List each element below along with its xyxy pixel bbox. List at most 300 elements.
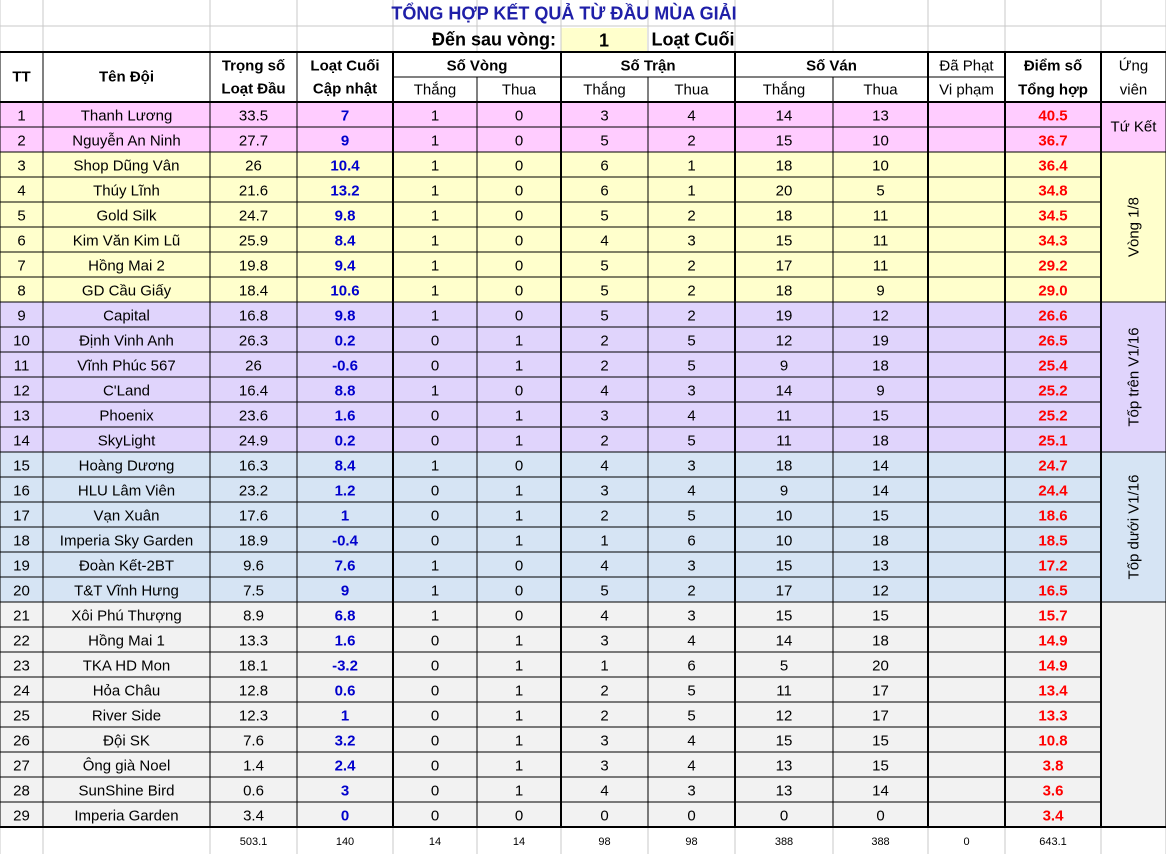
rounds-lost: 0: [514, 557, 524, 574]
team-name: Định Vinh Anh: [79, 332, 174, 349]
matches-won: 5: [600, 282, 609, 299]
header-penalty-1: Đã Phạt: [939, 57, 994, 75]
rounds-lost: 0: [514, 157, 524, 174]
weight-value: 24.7: [238, 207, 269, 224]
row-index: 24: [13, 682, 30, 699]
weight-value: 9.6: [243, 557, 264, 574]
team-name: Nguyễn An Ninh: [72, 132, 181, 149]
matches-won: 4: [600, 557, 609, 574]
matches-won: 3: [600, 732, 609, 749]
row-index: 12: [13, 382, 30, 399]
rounds-lost: 0: [514, 207, 524, 224]
team-name: Hồng Mai 1: [88, 632, 165, 649]
matches-won: 4: [600, 382, 609, 399]
total-f: 140: [335, 836, 355, 848]
rounds-lost: 1: [514, 732, 524, 749]
total-score: 14.9: [1038, 657, 1068, 674]
total-score: 36.7: [1038, 132, 1068, 149]
row-index: 16: [13, 482, 30, 499]
rounds-lost: 1: [514, 357, 524, 374]
row-index: 14: [13, 432, 30, 449]
weight-value: 18.9: [238, 532, 269, 549]
games-lost: 11: [872, 207, 889, 224]
total-gl: 388: [871, 836, 890, 848]
games-won: 14: [775, 382, 793, 399]
games-lost: 17: [872, 707, 889, 724]
header-total-2: Tổng hợp: [1018, 81, 1088, 99]
team-name: River Side: [91, 707, 162, 724]
header-win: Thắng: [413, 81, 457, 99]
total-w: 503.1: [239, 836, 268, 848]
weight-value: 23.2: [238, 482, 269, 499]
rounds-won: 0: [430, 407, 440, 424]
team-name: Thanh Lương: [80, 107, 173, 124]
games-won: 9: [779, 357, 789, 374]
row-index: 8: [17, 282, 26, 299]
games-lost: 11: [872, 232, 889, 249]
team-name: Ông già Noel: [82, 757, 171, 774]
total-score: 36.4: [1038, 157, 1068, 174]
games-won: 15: [775, 232, 793, 249]
rounds-won: 0: [430, 757, 440, 774]
weight-value: 16.8: [238, 307, 269, 324]
header-tt: TT: [12, 68, 31, 86]
matches-lost: 5: [687, 707, 696, 724]
final-value: 1.6: [334, 632, 356, 649]
row-index: 21: [13, 607, 30, 624]
total-rw: 14: [428, 836, 442, 848]
weight-value: 21.6: [238, 182, 269, 199]
total-total: 643.1: [1039, 836, 1067, 848]
team-name: Hồng Mai 2: [88, 257, 165, 274]
team-name: Vạn Xuân: [93, 507, 160, 524]
final-value: 3: [340, 782, 350, 799]
final-value: 13.2: [330, 182, 360, 199]
games-won: 13: [775, 782, 793, 799]
games-lost: 14: [872, 782, 889, 799]
matches-lost: 2: [687, 582, 696, 599]
rounds-lost: 0: [514, 457, 524, 474]
weight-value: 17.6: [238, 507, 269, 524]
candidate-group-label: Vòng 1/8: [1125, 196, 1142, 258]
games-won: 11: [776, 682, 792, 699]
row-index: 2: [17, 132, 26, 149]
candidate-group-label: Tốp dưới V1/16: [1125, 474, 1142, 580]
matches-won: 1: [600, 532, 609, 549]
games-won: 11: [776, 407, 792, 424]
total-score: 16.5: [1038, 582, 1068, 599]
rounds-won: 0: [430, 707, 440, 724]
row-index: 19: [13, 557, 30, 574]
games-won: 18: [775, 282, 793, 299]
rounds-won: 1: [430, 232, 440, 249]
total-score: 34.3: [1038, 232, 1068, 249]
sheet-title: TỔNG HỢP KẾT QUẢ TỪ ĐẦU MÙA GIẢI: [391, 3, 737, 24]
matches-won: 3: [600, 757, 609, 774]
games-won: 18: [775, 157, 793, 174]
games-won: 18: [775, 457, 793, 474]
rounds-won: 0: [430, 507, 440, 524]
team-name: TKA HD Mon: [82, 657, 171, 674]
row-index: 20: [13, 582, 30, 599]
team-name: Thúy Lĩnh: [93, 182, 160, 199]
row-index: 28: [13, 782, 30, 799]
team-name: GD Cầu Giấy: [81, 282, 172, 299]
final-value: 6.8: [334, 607, 356, 624]
weight-value: 23.6: [238, 407, 269, 424]
games-lost: 15: [872, 757, 889, 774]
final-value: 0.2: [334, 432, 356, 449]
matches-lost: 1: [687, 157, 696, 174]
weight-value: 8.9: [243, 607, 264, 624]
matches-won: 2: [600, 357, 609, 374]
team-name: Đội SK: [103, 732, 150, 749]
total-ml: 98: [685, 836, 698, 848]
matches-lost: 6: [687, 532, 696, 549]
games-won: 5: [779, 657, 789, 674]
total-rl: 14: [512, 836, 526, 848]
final-value: 9.8: [334, 307, 356, 324]
games-lost: 11: [872, 257, 889, 274]
header-candidate-1: Ứng: [1118, 57, 1149, 75]
team-name: SkyLight: [97, 432, 156, 449]
header-final-2: Cập nhật: [312, 80, 378, 98]
rounds-won: 1: [430, 257, 440, 274]
matches-won: 5: [600, 307, 609, 324]
matches-lost: 5: [687, 507, 696, 524]
weight-value: 7.5: [243, 582, 264, 599]
rounds-lost: 1: [514, 682, 524, 699]
rounds-lost: 0: [514, 107, 524, 124]
total-score: 25.2: [1038, 407, 1068, 424]
games-lost: 9: [876, 282, 885, 299]
matches-lost: 3: [687, 457, 696, 474]
candidate-band-4: [1101, 602, 1166, 827]
final-value: 9.8: [334, 207, 356, 224]
rounds-lost: 0: [514, 307, 524, 324]
weight-value: 12.3: [238, 707, 269, 724]
row-index: 23: [13, 657, 30, 674]
header-win: Thắng: [583, 81, 626, 99]
matches-lost: 4: [687, 407, 696, 424]
team-name: SunShine Bird: [78, 782, 175, 799]
rounds-lost: 1: [514, 707, 524, 724]
matches-won: 4: [600, 782, 609, 799]
games-won: 0: [779, 807, 789, 824]
matches-won: 4: [600, 457, 609, 474]
matches-lost: 5: [687, 432, 696, 449]
matches-lost: 3: [687, 557, 696, 574]
weight-value: 18.4: [238, 282, 269, 299]
games-won: 11: [776, 432, 792, 449]
total-score: 14.9: [1038, 632, 1068, 649]
games-lost: 18: [872, 432, 889, 449]
matches-won: 1: [600, 657, 609, 674]
candidate-group-label: Tứ Kết: [1110, 118, 1157, 136]
row-index: 29: [13, 807, 30, 824]
team-name: C'Land: [102, 382, 151, 399]
rounds-lost: 1: [514, 632, 524, 649]
header-rounds: Số Vòng: [446, 57, 508, 75]
weight-value: 3.4: [243, 807, 264, 824]
round-value-input[interactable]: 1: [598, 30, 610, 51]
games-lost: 13: [872, 557, 889, 574]
rounds-lost: 0: [514, 807, 524, 824]
row-index: 3: [17, 157, 26, 174]
matches-won: 3: [600, 407, 609, 424]
weight-value: 26.3: [238, 332, 269, 349]
rounds-won: 1: [430, 607, 440, 624]
games-lost: 15: [872, 507, 889, 524]
weight-value: 26: [245, 357, 262, 374]
total-score: 10.8: [1038, 732, 1068, 749]
rounds-lost: 0: [514, 282, 524, 299]
games-lost: 5: [876, 182, 885, 199]
games-lost: 12: [872, 307, 889, 324]
team-name: Gold Silk: [96, 207, 157, 224]
weight-value: 25.9: [238, 232, 269, 249]
team-name: Hoàng Dương: [78, 457, 175, 474]
row-index: 15: [13, 457, 30, 474]
total-score: 18.6: [1038, 507, 1068, 524]
matches-won: 2: [600, 682, 609, 699]
row-index: 5: [17, 207, 26, 224]
weight-value: 12.8: [238, 682, 269, 699]
rounds-lost: 1: [514, 432, 524, 449]
header-team: Tên Đội: [99, 68, 154, 86]
row-index: 25: [13, 707, 30, 724]
row-index: 10: [13, 332, 30, 349]
phase-label: Loạt Cuối: [651, 29, 735, 50]
rounds-lost: 1: [514, 332, 524, 349]
team-name: HLU Lâm Viên: [77, 482, 176, 499]
games-won: 15: [775, 132, 793, 149]
final-value: 9: [340, 132, 350, 149]
matches-won: 5: [600, 132, 609, 149]
total-score: 34.5: [1038, 207, 1068, 224]
matches-lost: 4: [687, 632, 696, 649]
matches-won: 0: [600, 807, 609, 824]
final-value: 0.2: [334, 332, 356, 349]
final-value: 1: [340, 507, 350, 524]
final-value: 8.8: [334, 382, 356, 399]
final-value: -0.6: [332, 357, 358, 374]
matches-lost: 3: [687, 232, 696, 249]
rounds-won: 0: [430, 357, 440, 374]
header-loss: Thua: [863, 81, 898, 99]
matches-won: 5: [600, 207, 609, 224]
total-score: 15.7: [1038, 607, 1068, 624]
rounds-lost: 0: [514, 607, 524, 624]
games-lost: 15: [872, 732, 889, 749]
rounds-won: 0: [430, 782, 440, 799]
rounds-lost: 0: [514, 582, 524, 599]
matches-lost: 2: [687, 207, 696, 224]
header-loss: Thua: [501, 81, 537, 99]
header-weight-1: Trọng số: [221, 57, 286, 75]
matches-lost: 4: [687, 107, 696, 124]
games-won: 19: [775, 307, 793, 324]
games-lost: 10: [872, 132, 889, 149]
rounds-won: 0: [430, 482, 440, 499]
rounds-won: 1: [430, 157, 440, 174]
games-lost: 13: [872, 107, 889, 124]
games-won: 12: [775, 332, 793, 349]
team-name: Imperia Sky Garden: [59, 532, 194, 549]
row-index: 26: [13, 732, 30, 749]
games-won: 14: [775, 107, 793, 124]
header-loss: Thua: [674, 81, 709, 99]
games-won: 13: [775, 757, 793, 774]
matches-won: 2: [600, 332, 609, 349]
final-value: 0: [340, 807, 350, 824]
matches-lost: 3: [687, 382, 696, 399]
rounds-won: 0: [430, 632, 440, 649]
matches-won: 6: [600, 157, 609, 174]
row-index: 4: [17, 182, 26, 199]
games-lost: 20: [872, 657, 889, 674]
rounds-lost: 1: [514, 482, 524, 499]
team-name: T&T Vĩnh Hưng: [74, 582, 179, 599]
games-won: 15: [775, 607, 793, 624]
row-index: 9: [17, 307, 26, 324]
rounds-lost: 0: [514, 182, 524, 199]
total-score: 13.3: [1038, 707, 1068, 724]
final-value: 7: [340, 107, 350, 124]
games-won: 18: [775, 207, 793, 224]
matches-won: 2: [600, 507, 609, 524]
games-lost: 17: [872, 682, 889, 699]
matches-won: 3: [600, 482, 609, 499]
matches-lost: 2: [687, 307, 696, 324]
matches-lost: 2: [687, 282, 696, 299]
header-final-1: Loạt Cuối: [310, 57, 380, 75]
matches-lost: 5: [687, 357, 696, 374]
final-value: -3.2: [332, 657, 358, 674]
matches-lost: 6: [687, 657, 696, 674]
final-value: -0.4: [332, 532, 358, 549]
team-name: Shop Dũng Vân: [73, 157, 180, 174]
rounds-lost: 1: [514, 532, 524, 549]
rounds-lost: 1: [514, 657, 524, 674]
weight-value: 26: [245, 157, 262, 174]
weight-value: 19.8: [238, 257, 269, 274]
matches-lost: 1: [687, 182, 696, 199]
team-name: Phoenix: [99, 407, 154, 424]
rounds-lost: 1: [514, 782, 524, 799]
header-weight-2: Loạt Đầu: [221, 80, 286, 98]
weight-value: 13.3: [238, 632, 269, 649]
rounds-won: 1: [430, 382, 440, 399]
final-value: 9: [340, 582, 350, 599]
final-value: 10.6: [330, 282, 360, 299]
weight-value: 33.5: [238, 107, 269, 124]
games-won: 20: [775, 182, 793, 199]
final-value: 1.2: [334, 482, 356, 499]
matches-won: 4: [600, 607, 609, 624]
final-value: 1.6: [334, 407, 356, 424]
games-lost: 18: [872, 357, 889, 374]
rounds-won: 1: [430, 557, 440, 574]
games-lost: 19: [872, 332, 889, 349]
total-score: 24.4: [1038, 482, 1068, 499]
final-value: 2.4: [334, 757, 356, 774]
total-p: 0: [963, 836, 970, 848]
matches-lost: 2: [687, 257, 696, 274]
matches-lost: 4: [687, 757, 696, 774]
games-won: 17: [775, 257, 793, 274]
weight-value: 7.6: [243, 732, 264, 749]
total-score: 34.8: [1038, 182, 1068, 199]
games-lost: 14: [872, 457, 889, 474]
rounds-won: 1: [430, 107, 440, 124]
matches-lost: 4: [687, 732, 696, 749]
row-index: 11: [13, 357, 30, 374]
matches-won: 6: [600, 182, 609, 199]
row-index: 27: [13, 757, 30, 774]
total-score: 24.7: [1038, 457, 1068, 474]
total-score: 29.0: [1038, 282, 1068, 299]
games-won: 14: [775, 632, 793, 649]
row-index: 18: [13, 532, 30, 549]
team-name: Capital: [103, 307, 150, 324]
header-total-1: Điểm số: [1023, 57, 1083, 75]
total-score: 13.4: [1038, 682, 1068, 699]
candidate-group-label: Tốp trên V1/16: [1125, 327, 1142, 427]
header-games: Số Ván: [806, 57, 857, 75]
final-value: 8.4: [334, 457, 356, 474]
row-index: 13: [13, 407, 30, 424]
team-name: Kim Văn Kim Lũ: [72, 232, 181, 249]
rounds-lost: 1: [514, 757, 524, 774]
total-gw: 388: [774, 836, 794, 848]
games-lost: 9: [876, 382, 885, 399]
games-lost: 0: [876, 807, 885, 824]
rounds-won: 1: [430, 182, 440, 199]
games-lost: 10: [872, 157, 889, 174]
total-mw: 98: [598, 836, 611, 848]
rounds-won: 1: [430, 132, 440, 149]
rounds-lost: 0: [514, 382, 524, 399]
rounds-won: 0: [430, 682, 440, 699]
total-score: 25.2: [1038, 382, 1068, 399]
rounds-lost: 0: [514, 257, 524, 274]
row-index: 22: [13, 632, 30, 649]
total-score: 18.5: [1038, 532, 1068, 549]
header-win: Thắng: [762, 81, 806, 99]
matches-lost: 3: [687, 782, 696, 799]
games-won: 10: [775, 507, 793, 524]
final-value: 8.4: [334, 232, 356, 249]
weight-value: 16.4: [238, 382, 269, 399]
final-value: 1: [340, 707, 350, 724]
team-name: Vĩnh Phúc 567: [77, 357, 176, 374]
rounds-won: 0: [430, 332, 440, 349]
games-lost: 15: [872, 607, 889, 624]
final-value: 9.4: [334, 257, 356, 274]
games-lost: 14: [872, 482, 889, 499]
header-candidate-2: viên: [1119, 81, 1148, 99]
games-lost: 15: [872, 407, 889, 424]
games-won: 15: [775, 732, 793, 749]
matches-won: 5: [600, 582, 609, 599]
rounds-won: 1: [430, 307, 440, 324]
final-value: 3.2: [334, 732, 356, 749]
rounds-won: 0: [430, 432, 440, 449]
matches-won: 5: [600, 257, 609, 274]
weight-value: 1.4: [243, 757, 264, 774]
rounds-lost: 1: [514, 507, 524, 524]
